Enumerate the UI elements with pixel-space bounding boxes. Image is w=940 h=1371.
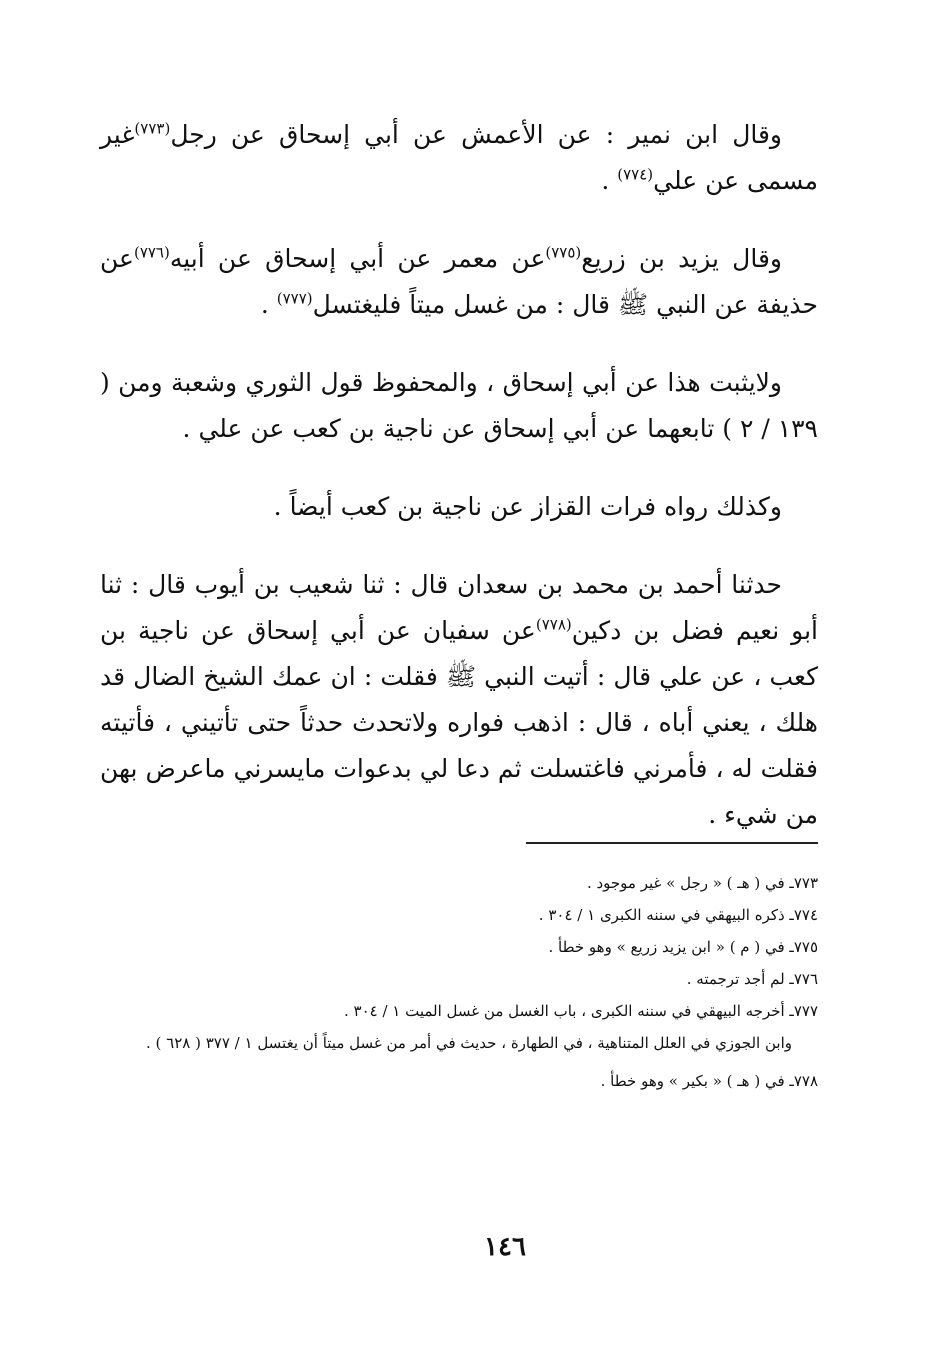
text-run: عن سفيان عن أبي إسحاق عن ناجية بن كعب ، عن علي قال : أتيت النبي ﷺ فقلت : ان عمك الشيخ الضال قد هلك ، يعني أباه ، قال : اذهب فواره ولاتحدث حدثاً حتى تأتيني ، فأتيته فقلت له ، فأمرني فاغتسلت ثم دعا لي بدعوات مايسرني ماعرض بهن من شيء . bbox=[100, 616, 818, 829]
text-run: وكذلك رواه فرات القزاز عن ناجية بن كعب أيضاً . bbox=[273, 492, 782, 521]
footnote-divider bbox=[526, 842, 818, 844]
footnote: ٧٧٨ـ في ( هـ ) « بكير » وهو خطأ . bbox=[600, 1072, 818, 1090]
paragraph bbox=[100, 112, 818, 204]
text-run: عن معمر عن أبي إسحاق عن أبيه bbox=[169, 244, 546, 273]
footnote-ref: (٧٧٥) bbox=[545, 243, 582, 262]
page-number: ١٤٦ bbox=[484, 1232, 526, 1262]
footnote: ٧٧٤ـ ذكره البيهقي في سننه الكبرى ١ / ٣٠٤ . bbox=[538, 906, 818, 924]
text-run: عن حذيفة عن النبي ﷺ قال : من غسل ميتاً فليغتسل bbox=[100, 244, 818, 319]
footnote-ref: (٧٧٤) bbox=[617, 165, 654, 184]
footnote: ٧٧٦ـ لم أجد ترجمته . bbox=[686, 970, 818, 988]
footnote-ref: (٧٧٦) bbox=[133, 243, 170, 262]
text-run: وقال ابن نمير : عن الأعمش عن أبي إسحاق عن رجل bbox=[170, 120, 782, 149]
paragraph bbox=[100, 562, 818, 838]
footnote-ref: (٧٧٧) bbox=[276, 289, 313, 308]
main-text bbox=[100, 112, 818, 870]
footnote: ٧٧٥ـ في ( م ) « ابن يزيد زريع » وهو خطأ . bbox=[548, 938, 818, 956]
text-run: . bbox=[260, 290, 277, 319]
footnote-continuation: وابن الجوزي في العلل المتناهية ، في الطهارة ، حديث في أمر من غسل ميتاً أن يغتسل ١ / ٣٧٧ ( ٦٢٨ ) . bbox=[146, 1034, 792, 1052]
footnote: ٧٧٧ـ أخرجه البيهقي في سننه الكبرى ، باب الغسل من غسل الميت ١ / ٣٠٤ . bbox=[343, 1002, 818, 1020]
paragraph bbox=[100, 360, 818, 452]
paragraph bbox=[100, 236, 818, 328]
paragraph bbox=[100, 484, 818, 530]
text-run: غير مسمى عن علي bbox=[100, 120, 818, 195]
footnote-ref: (٧٧٣) bbox=[134, 119, 171, 138]
text-run: وقال يزيد بن زريع bbox=[581, 244, 782, 273]
text-run: ولايثبت هذا عن أبي إسحاق ، والمحفوظ قول الثوري وشعبة ومن ( ١٣٩ / ٢ ) تابعهما عن أبي إسحاق عن ناجية بن كعب عن علي . bbox=[100, 368, 818, 443]
text-run: . bbox=[601, 166, 618, 195]
text-run: حدثنا أحمد بن محمد بن سعدان قال : ثنا شعيب بن أيوب قال : ثنا أبو نعيم فضل بن دكين bbox=[100, 570, 818, 645]
footnote-ref: (٧٧٨) bbox=[535, 615, 572, 634]
footnote: ٧٧٣ـ في ( هـ ) « رجل » غير موجود . bbox=[586, 874, 818, 892]
footnotes bbox=[100, 868, 818, 1098]
